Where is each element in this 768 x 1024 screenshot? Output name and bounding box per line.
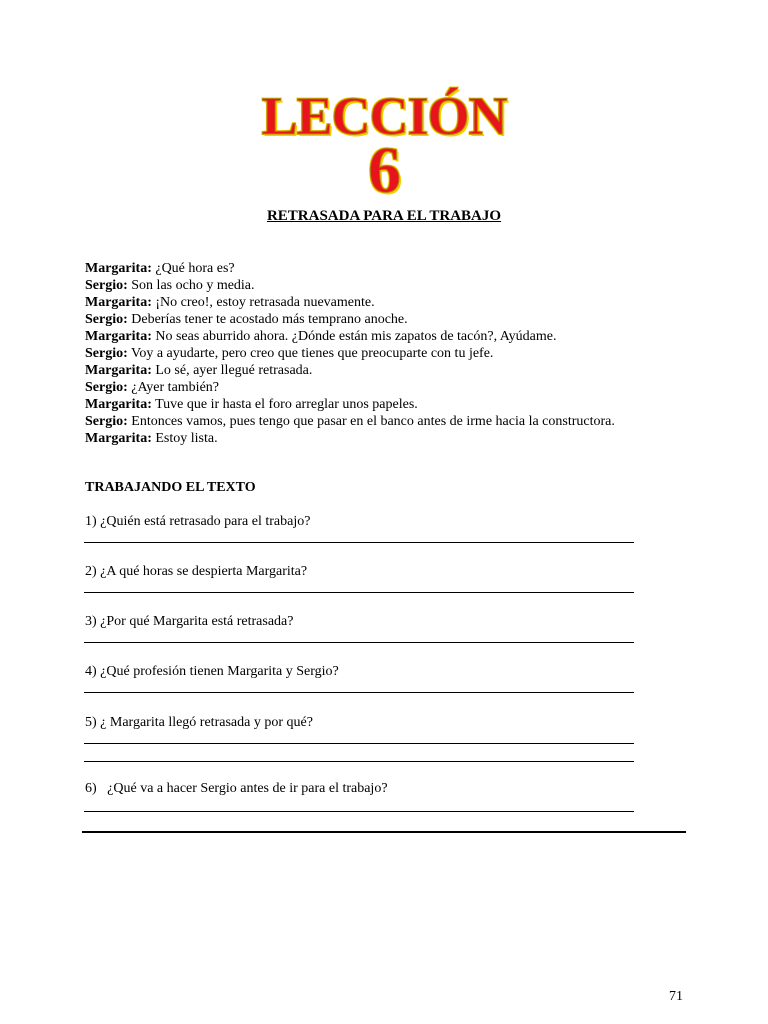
dialogue-title: RETRASADA PARA EL TRABAJO (266, 208, 502, 224)
dialogue-text: Voy a ayudarte, pero creo que tienes que preocuparte con tu jefe. (127, 346, 494, 361)
question-2: 2) ¿A qué horas se despierta Margarita? (85, 564, 308, 579)
speaker-name: Margarita: (85, 295, 152, 310)
answer-line-5a[interactable] (84, 743, 634, 744)
dialogue-text: Estoy lista. (151, 431, 218, 446)
answer-line-2[interactable] (84, 592, 634, 593)
page-number: 71 (669, 989, 683, 1004)
lesson-title: LECCIÓN (261, 86, 507, 146)
lesson-number: 6 (368, 134, 400, 207)
speaker-name: Sergio: (85, 278, 128, 293)
dialogue (85, 260, 725, 447)
answer-line-6[interactable] (84, 811, 634, 812)
dialogue-text: ¿Ayer también? (127, 380, 219, 395)
dialogue-line (85, 362, 725, 379)
question-5: 5) ¿ Margarita llegó retrasada y por qué? (85, 715, 313, 730)
dialogue-line (85, 396, 725, 413)
answer-line-1[interactable] (84, 542, 634, 543)
question-1: 1) ¿Quién está retrasado para el trabajo? (85, 514, 311, 529)
speaker-name: Margarita: (85, 261, 152, 276)
dialogue-text: No seas aburrido ahora. ¿Dónde están mis zapatos de tacón?, Ayúdame. (151, 329, 557, 344)
speaker-name: Margarita: (85, 363, 152, 378)
speaker-name: Margarita: (85, 329, 152, 344)
speaker-name: Sergio: (85, 312, 128, 327)
dialogue-line (85, 277, 725, 294)
dialogue-line (85, 430, 725, 447)
speaker-name: Margarita: (85, 431, 152, 446)
speaker-name: Sergio: (85, 346, 128, 361)
dialogue-text: Entonces vamos, pues tengo que pasar en el banco antes de irme hacia la constructora. (127, 414, 615, 429)
question-4: 4) ¿Qué profesión tienen Margarita y Sergio? (85, 664, 339, 679)
dialogue-line (85, 345, 725, 362)
question-6: 6) ¿Qué va a hacer Sergio antes de ir para el trabajo? (85, 781, 388, 796)
dialogue-line (85, 413, 725, 430)
dialogue-text: Deberías tener te acostado más temprano anoche. (127, 312, 408, 327)
dialogue-line (85, 311, 725, 328)
answer-line-3[interactable] (84, 642, 634, 643)
answer-line-5b[interactable] (84, 761, 634, 762)
answer-line-4[interactable] (84, 692, 634, 693)
dialogue-line (85, 294, 725, 311)
dialogue-text: Tuve que ir hasta el foro arreglar unos papeles. (151, 397, 418, 412)
exercise-heading: TRABAJANDO EL TEXTO (85, 480, 256, 495)
dialogue-line (85, 379, 725, 396)
dialogue-text: Son las ocho y media. (127, 278, 255, 293)
dialogue-line (85, 260, 725, 277)
dialogue-text: Lo sé, ayer llegué retrasada. (151, 363, 313, 378)
speaker-name: Margarita: (85, 397, 152, 412)
section-divider (82, 831, 686, 833)
dialogue-line (85, 328, 725, 345)
speaker-name: Sergio: (85, 380, 128, 395)
question-3: 3) ¿Por qué Margarita está retrasada? (85, 614, 294, 629)
dialogue-text: ¡No creo!, estoy retrasada nuevamente. (151, 295, 375, 310)
speaker-name: Sergio: (85, 414, 128, 429)
dialogue-text: ¿Qué hora es? (151, 261, 235, 276)
